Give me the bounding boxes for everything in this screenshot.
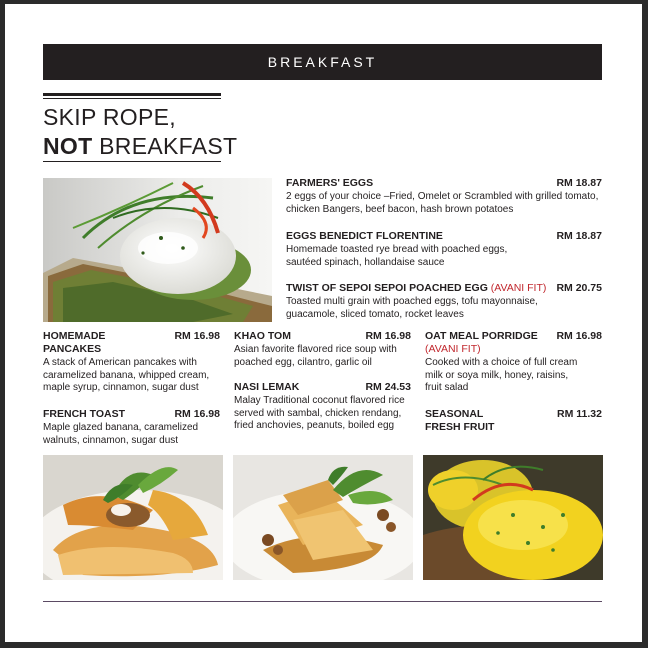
item-description: Asian favorite flavored rice soup with poached egg, cilantro, garlic oil — [234, 344, 397, 368]
menu-item-oat-meal — [425, 330, 602, 395]
section-banner — [43, 44, 602, 80]
menu-item-seasonal-fruit — [425, 408, 602, 434]
menu-item-khao-tom — [234, 330, 411, 369]
avani-fit-tag: (AVANI FIT) — [425, 343, 481, 355]
item-name-line1: HOMEMADE — [43, 330, 106, 342]
item-name: FARMERS' EGGS — [286, 177, 374, 189]
item-description: A stack of American pancakes with caramelized banana, whipped cream, maple syrup, cinnamon, sugar dust — [43, 357, 210, 393]
bottom-rule — [43, 601, 602, 602]
item-name — [286, 282, 602, 295]
menu-item-farmers-eggs — [286, 177, 602, 216]
item-description: Malay Traditional coconut flavored rice served with sambal, chicken rendang, fried anchovies, peanuts, boiled egg — [234, 395, 405, 431]
headline-line2 — [43, 132, 237, 161]
headline-rule-top-thick — [43, 93, 221, 96]
item-description: 2 eggs of your choice –Fried, Omelet or Scrambled with grilled tomato, chicken Bangers, beef bacon, hash brown potatoes — [286, 191, 599, 215]
item-name-text: TWIST OF SEPOI SEPOI POACHED EGG — [286, 282, 488, 294]
item-name: KHAO TOM — [234, 330, 291, 342]
item-price: RM 20.75 — [556, 282, 602, 294]
headline — [43, 103, 237, 161]
menu-page — [5, 4, 642, 642]
item-price: RM 16.98 — [174, 330, 220, 342]
item-price: RM 16.98 — [556, 330, 602, 342]
item-price: RM 16.98 — [365, 330, 411, 342]
item-price: RM 18.87 — [556, 230, 602, 242]
eggs-benedict-photo — [423, 455, 603, 580]
pancakes-photo — [233, 455, 413, 580]
item-name: FRENCH TOAST — [43, 408, 126, 420]
item-description: Cooked with a choice of full cream milk or soya milk, honey, raisins, fruit salad — [425, 357, 578, 393]
item-description: Homemade toasted rye bread with poached eggs, sautéed spinach, hollandaise sauce — [286, 244, 508, 268]
item-description: Maple glazed banana, caramelized walnuts, cinnamon, sugar dust — [43, 422, 199, 446]
item-price: RM 16.98 — [174, 408, 220, 420]
item-name: OAT MEAL PORRIDGE — [425, 330, 538, 342]
menu-item-nasi-lemak — [234, 381, 411, 433]
french-toast-photo — [43, 455, 223, 580]
item-name: EGGS BENEDICT FLORENTINE — [286, 230, 443, 242]
headline-rule-bottom — [43, 161, 221, 162]
headline-line1: SKIP ROPE, — [43, 104, 176, 130]
avani-fit-tag: (AVANI FIT) — [490, 282, 547, 294]
item-name-line2: PANCAKES — [43, 343, 102, 355]
item-name-line2: FRESH FRUIT — [425, 421, 495, 433]
item-description: Toasted multi grain with poached eggs, tofu mayonnaise, guacamole, sliced tomato, rocket leaves — [286, 296, 538, 320]
menu-item-twist-sepoi — [286, 282, 602, 321]
headline-line2-rest: BREAKFAST — [92, 133, 238, 159]
item-price: RM 24.53 — [365, 381, 411, 393]
headline-rule-top-thin — [43, 98, 221, 99]
section-title: BREAKFAST — [267, 54, 378, 70]
menu-item-pancakes — [43, 330, 220, 395]
item-price: RM 18.87 — [556, 177, 602, 189]
menu-item-eggs-benedict — [286, 230, 602, 269]
headline-bold-word: NOT — [43, 133, 93, 159]
item-name: NASI LEMAK — [234, 381, 300, 393]
item-name-line1: SEASONAL — [425, 408, 484, 420]
poached-egg-photo — [43, 178, 272, 322]
item-price: RM 11.32 — [557, 408, 602, 420]
menu-item-french-toast — [43, 408, 220, 447]
